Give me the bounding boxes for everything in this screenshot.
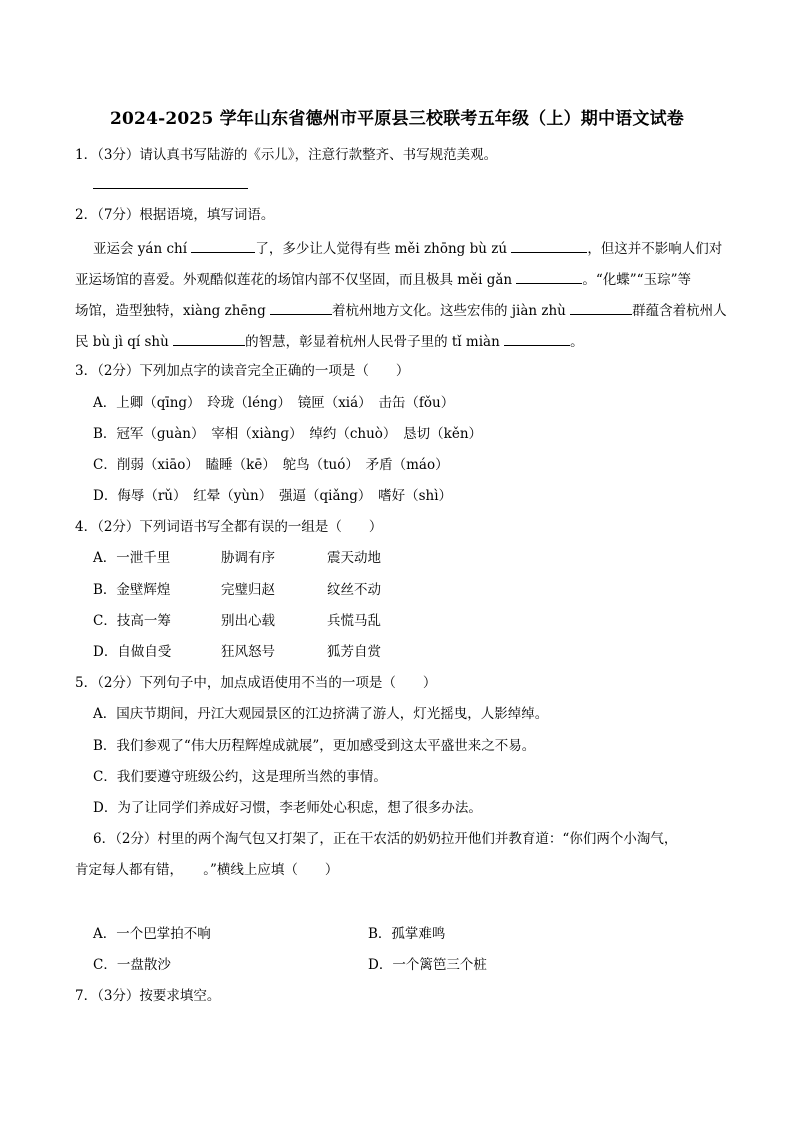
question-4: 4．（2分）下列词语书写全都有误的一组是（ ）	[75, 519, 383, 535]
question-2: 2．（7分）根据语境，填写词语。	[75, 207, 275, 223]
text-segment: 场馆，造型独特，xiàng zhēng	[75, 303, 271, 319]
word: C．技高一筹	[93, 613, 171, 629]
word: D．自做自受	[93, 644, 172, 660]
fill-blank	[270, 300, 332, 315]
option-c: C．我们要遵守班级公约，这是理所当然的事情。	[93, 769, 387, 785]
option-d	[93, 643, 381, 661]
text-segment: ，但这并不影响人们对	[587, 241, 723, 257]
question-2-paragraph-line-2	[75, 269, 691, 289]
fill-blank	[504, 331, 570, 346]
question-5: 5．（2分）下列句子中，加点成语使用不当的一项是（ ）	[75, 675, 437, 691]
fill-blank	[511, 238, 587, 253]
word: 别出心载	[221, 613, 275, 629]
text-segment: 的智慧，彰显着杭州人民骨子里的 tǐ miàn	[245, 334, 505, 350]
question-1: 1．（3分）请认真书写陆游的《示儿》，注意行款整齐、书写规范美观。	[75, 147, 498, 163]
question-6-continued: 肯定每人都有错， 。”横线上应填（ ）	[75, 862, 339, 878]
page-title: 2024-2025 学年山东省德州市平原县三校联考五年级（上）期中语文试卷	[109, 109, 684, 129]
option-b: B．冠军（ɡuàn） 宰相（xiànɡ） 绰约（chuò） 恳切（kěn）	[93, 426, 483, 442]
word: 完璧归赵	[221, 582, 275, 598]
option-b	[93, 581, 381, 599]
option-a: A．一个巴掌拍不响	[93, 926, 211, 942]
text-segment: 亚运场馆的喜爱。外观酷似莲花的场馆内部不仅坚固，而且极具 měi gǎn	[75, 272, 517, 288]
text-segment: 群蕴含着杭州人	[632, 303, 727, 319]
question-2-paragraph-line-1	[93, 238, 722, 258]
question-2-paragraph-line-4	[75, 331, 584, 351]
question-1-answer-line	[93, 188, 248, 189]
text-segment: 了，多少让人觉得有些 měi zhōng bù zú	[255, 241, 512, 257]
question-7: 7．（3分）按要求填空。	[75, 988, 221, 1004]
word: 胁调有序	[221, 550, 275, 566]
word: B．金壁辉煌	[93, 582, 171, 598]
fill-blank	[516, 269, 582, 284]
fill-blank	[173, 331, 245, 346]
option-d: D．一个篱笆三个桩	[368, 957, 487, 973]
text-segment: 亚运会 yán chí	[93, 241, 192, 257]
text-segment: 。“化蝶”“玉琮”等	[582, 272, 691, 288]
option-b: B．我们参观了“伟大历程辉煌成就展”，更加感受到这太平盛世来之不易。	[93, 738, 536, 754]
option-d: D．侮辱（rǔ） 红晕（yùn） 强逼（qiǎng） 嗜好（shì）	[93, 488, 453, 504]
word: 震天动地	[327, 550, 381, 566]
question-6: 6．（2分）村里的两个淘气包又打架了，正在干农活的奶奶拉开他们并教育道：“你们两个小淘气，	[93, 831, 678, 847]
word: 狂风怒号	[221, 644, 275, 660]
option-b: B．孤掌难鸣	[368, 926, 446, 942]
word: 狐芳自赏	[327, 644, 381, 660]
fill-blank	[570, 300, 632, 315]
text-segment: 民 bù jì qí shù	[75, 334, 174, 350]
word: 纹丝不动	[327, 582, 381, 598]
text-segment: 。	[570, 334, 584, 350]
option-c: C．削弱（xiāo） 瞌睡（kē） 鸵鸟（tuó） 矛盾（máo）	[93, 457, 449, 473]
text-segment: 着杭州地方文化。这些宏伟的 jiàn zhù	[332, 303, 571, 319]
word: 兵慌马乱	[327, 613, 381, 629]
question-3: 3．（2分）下列加点字的读音完全正确的一项是（ ）	[75, 363, 410, 379]
fill-blank	[191, 238, 255, 253]
option-d: D．为了让同学们养成好习惯，李老师处心积虑，想了很多办法。	[93, 800, 482, 816]
word: A．一泄千里	[93, 550, 171, 566]
option-a	[93, 549, 381, 567]
option-c	[93, 612, 381, 630]
option-a: A．上卿（qīng） 玲珑（léng） 镜匣（xiá） 击缶（fǒu）	[93, 395, 455, 411]
option-a: A．国庆节期间，丹江大观园景区的江边挤满了游人，灯光摇曳，人影绰绰。	[93, 706, 549, 722]
option-c: C．一盘散沙	[93, 957, 171, 973]
question-2-paragraph-line-3	[75, 300, 727, 320]
